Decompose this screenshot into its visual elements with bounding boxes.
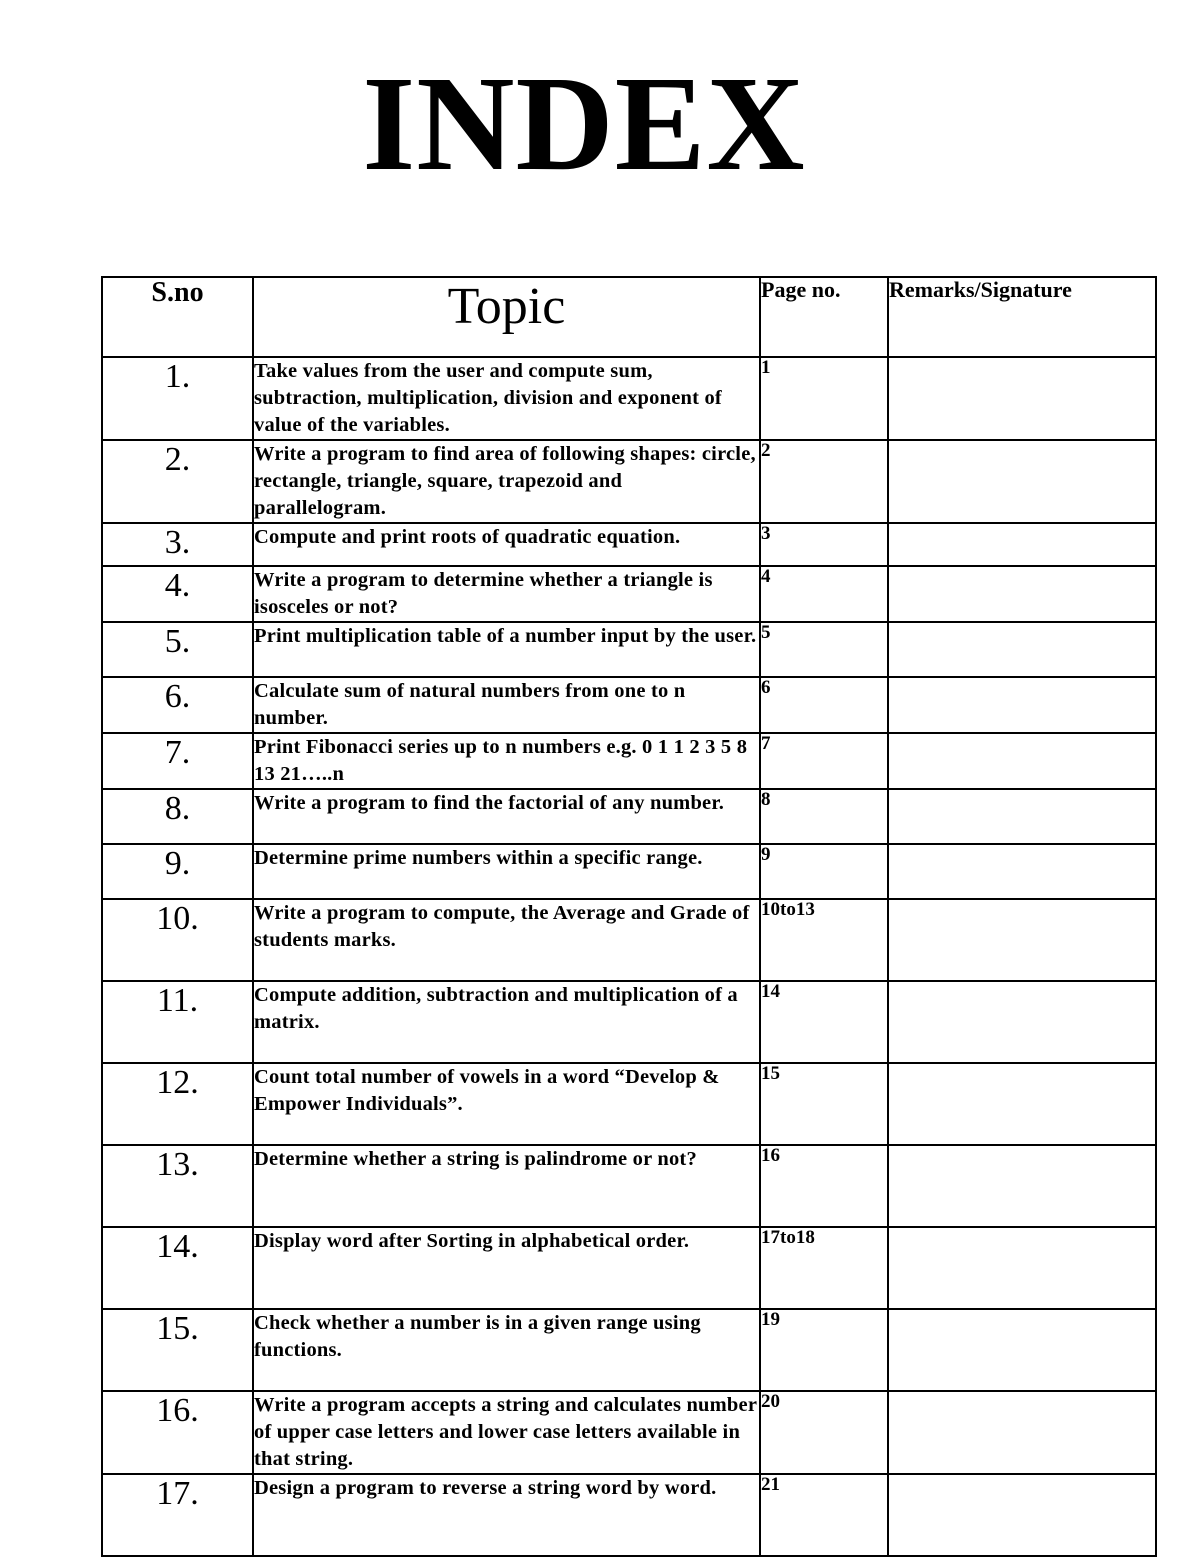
table-row: [102, 677, 1156, 733]
row-sno: 17.: [102, 1474, 253, 1556]
row-topic: Write a program to find area of following shapes: circle, rectangle, triangle, square, trapezoid and parallelogram.: [253, 440, 760, 523]
table-header-row: [102, 277, 1156, 357]
row-page-no: 17to18: [760, 1227, 888, 1309]
row-remarks: [888, 440, 1156, 523]
table-row: [102, 1391, 1156, 1474]
row-topic: Take values from the user and compute sum, subtraction, multiplication, division and exponent of value of the variables.: [253, 357, 760, 440]
row-remarks: [888, 1391, 1156, 1474]
row-remarks: [888, 1063, 1156, 1145]
row-remarks: [888, 1227, 1156, 1309]
row-sno: 8.: [102, 789, 253, 844]
row-remarks: [888, 899, 1156, 981]
row-page-no: 6: [760, 677, 888, 733]
table-row: [102, 440, 1156, 523]
row-page-no: 7: [760, 733, 888, 789]
row-page-no: 5: [760, 622, 888, 677]
row-sno: 13.: [102, 1145, 253, 1227]
row-sno: 15.: [102, 1309, 253, 1391]
table-row: [102, 1063, 1156, 1145]
table-row: [102, 899, 1156, 981]
row-sno: 3.: [102, 523, 253, 566]
row-sno: 14.: [102, 1227, 253, 1309]
row-sno: 4.: [102, 566, 253, 622]
row-topic: Write a program to compute, the Average and Grade of students marks.: [253, 899, 760, 981]
index-table: [101, 276, 1157, 1557]
row-topic: Check whether a number is in a given range using functions.: [253, 1309, 760, 1391]
row-remarks: [888, 981, 1156, 1063]
row-topic: Design a program to reverse a string word by word.: [253, 1474, 760, 1556]
table-row: [102, 1474, 1156, 1556]
row-remarks: [888, 844, 1156, 899]
row-page-no: 4: [760, 566, 888, 622]
row-topic: Write a program to determine whether a triangle is isosceles or not?: [253, 566, 760, 622]
row-topic: Print multiplication table of a number input by the user.: [253, 622, 760, 677]
row-topic: Write a program accepts a string and calculates number of upper case letters and lower case letters available in that string.: [253, 1391, 760, 1474]
row-page-no: 8: [760, 789, 888, 844]
row-page-no: 1: [760, 357, 888, 440]
table-body: [102, 357, 1156, 1556]
row-remarks: [888, 1309, 1156, 1391]
header-topic: Topic: [253, 277, 760, 357]
row-page-no: 21: [760, 1474, 888, 1556]
table-row: [102, 981, 1156, 1063]
row-page-no: 3: [760, 523, 888, 566]
row-page-no: 19: [760, 1309, 888, 1391]
row-page-no: 2: [760, 440, 888, 523]
table-row: [102, 523, 1156, 566]
row-topic: Write a program to find the factorial of any number.: [253, 789, 760, 844]
row-page-no: 15: [760, 1063, 888, 1145]
row-remarks: [888, 677, 1156, 733]
row-sno: 1.: [102, 357, 253, 440]
row-topic: Count total number of vowels in a word “Develop & Empower Individuals”.: [253, 1063, 760, 1145]
row-remarks: [888, 523, 1156, 566]
row-sno: 10.: [102, 899, 253, 981]
header-sno: S.no: [102, 277, 253, 357]
table-row: [102, 357, 1156, 440]
row-topic: Determine prime numbers within a specific range.: [253, 844, 760, 899]
row-remarks: [888, 622, 1156, 677]
table-row: [102, 844, 1156, 899]
row-topic: Display word after Sorting in alphabetical order.: [253, 1227, 760, 1309]
table-row: [102, 1145, 1156, 1227]
row-sno: 16.: [102, 1391, 253, 1474]
row-remarks: [888, 1145, 1156, 1227]
row-sno: 12.: [102, 1063, 253, 1145]
row-remarks: [888, 789, 1156, 844]
table-row: [102, 733, 1156, 789]
row-sno: 5.: [102, 622, 253, 677]
row-sno: 2.: [102, 440, 253, 523]
table-row: [102, 789, 1156, 844]
header-remarks-signature: Remarks/Signature: [888, 277, 1156, 357]
row-page-no: 10to13: [760, 899, 888, 981]
row-remarks: [888, 733, 1156, 789]
page-title: INDEX: [362, 49, 806, 199]
row-topic: Determine whether a string is palindrome or not?: [253, 1145, 760, 1227]
row-page-no: 16: [760, 1145, 888, 1227]
table-row: [102, 566, 1156, 622]
row-topic: Print Fibonacci series up to n numbers e.g. 0 1 1 2 3 5 8 13 21…..n: [253, 733, 760, 789]
row-topic: Compute addition, subtraction and multiplication of a matrix.: [253, 981, 760, 1063]
row-remarks: [888, 566, 1156, 622]
table-row: [102, 622, 1156, 677]
row-sno: 7.: [102, 733, 253, 789]
table-row: [102, 1309, 1156, 1391]
row-topic: Calculate sum of natural numbers from one to n number.: [253, 677, 760, 733]
row-topic: Compute and print roots of quadratic equation.: [253, 523, 760, 566]
row-page-no: 20: [760, 1391, 888, 1474]
header-page-no: Page no.: [760, 277, 888, 357]
row-page-no: 9: [760, 844, 888, 899]
table-row: [102, 1227, 1156, 1309]
row-remarks: [888, 357, 1156, 440]
row-sno: 9.: [102, 844, 253, 899]
row-sno: 11.: [102, 981, 253, 1063]
row-page-no: 14: [760, 981, 888, 1063]
row-remarks: [888, 1474, 1156, 1556]
row-sno: 6.: [102, 677, 253, 733]
